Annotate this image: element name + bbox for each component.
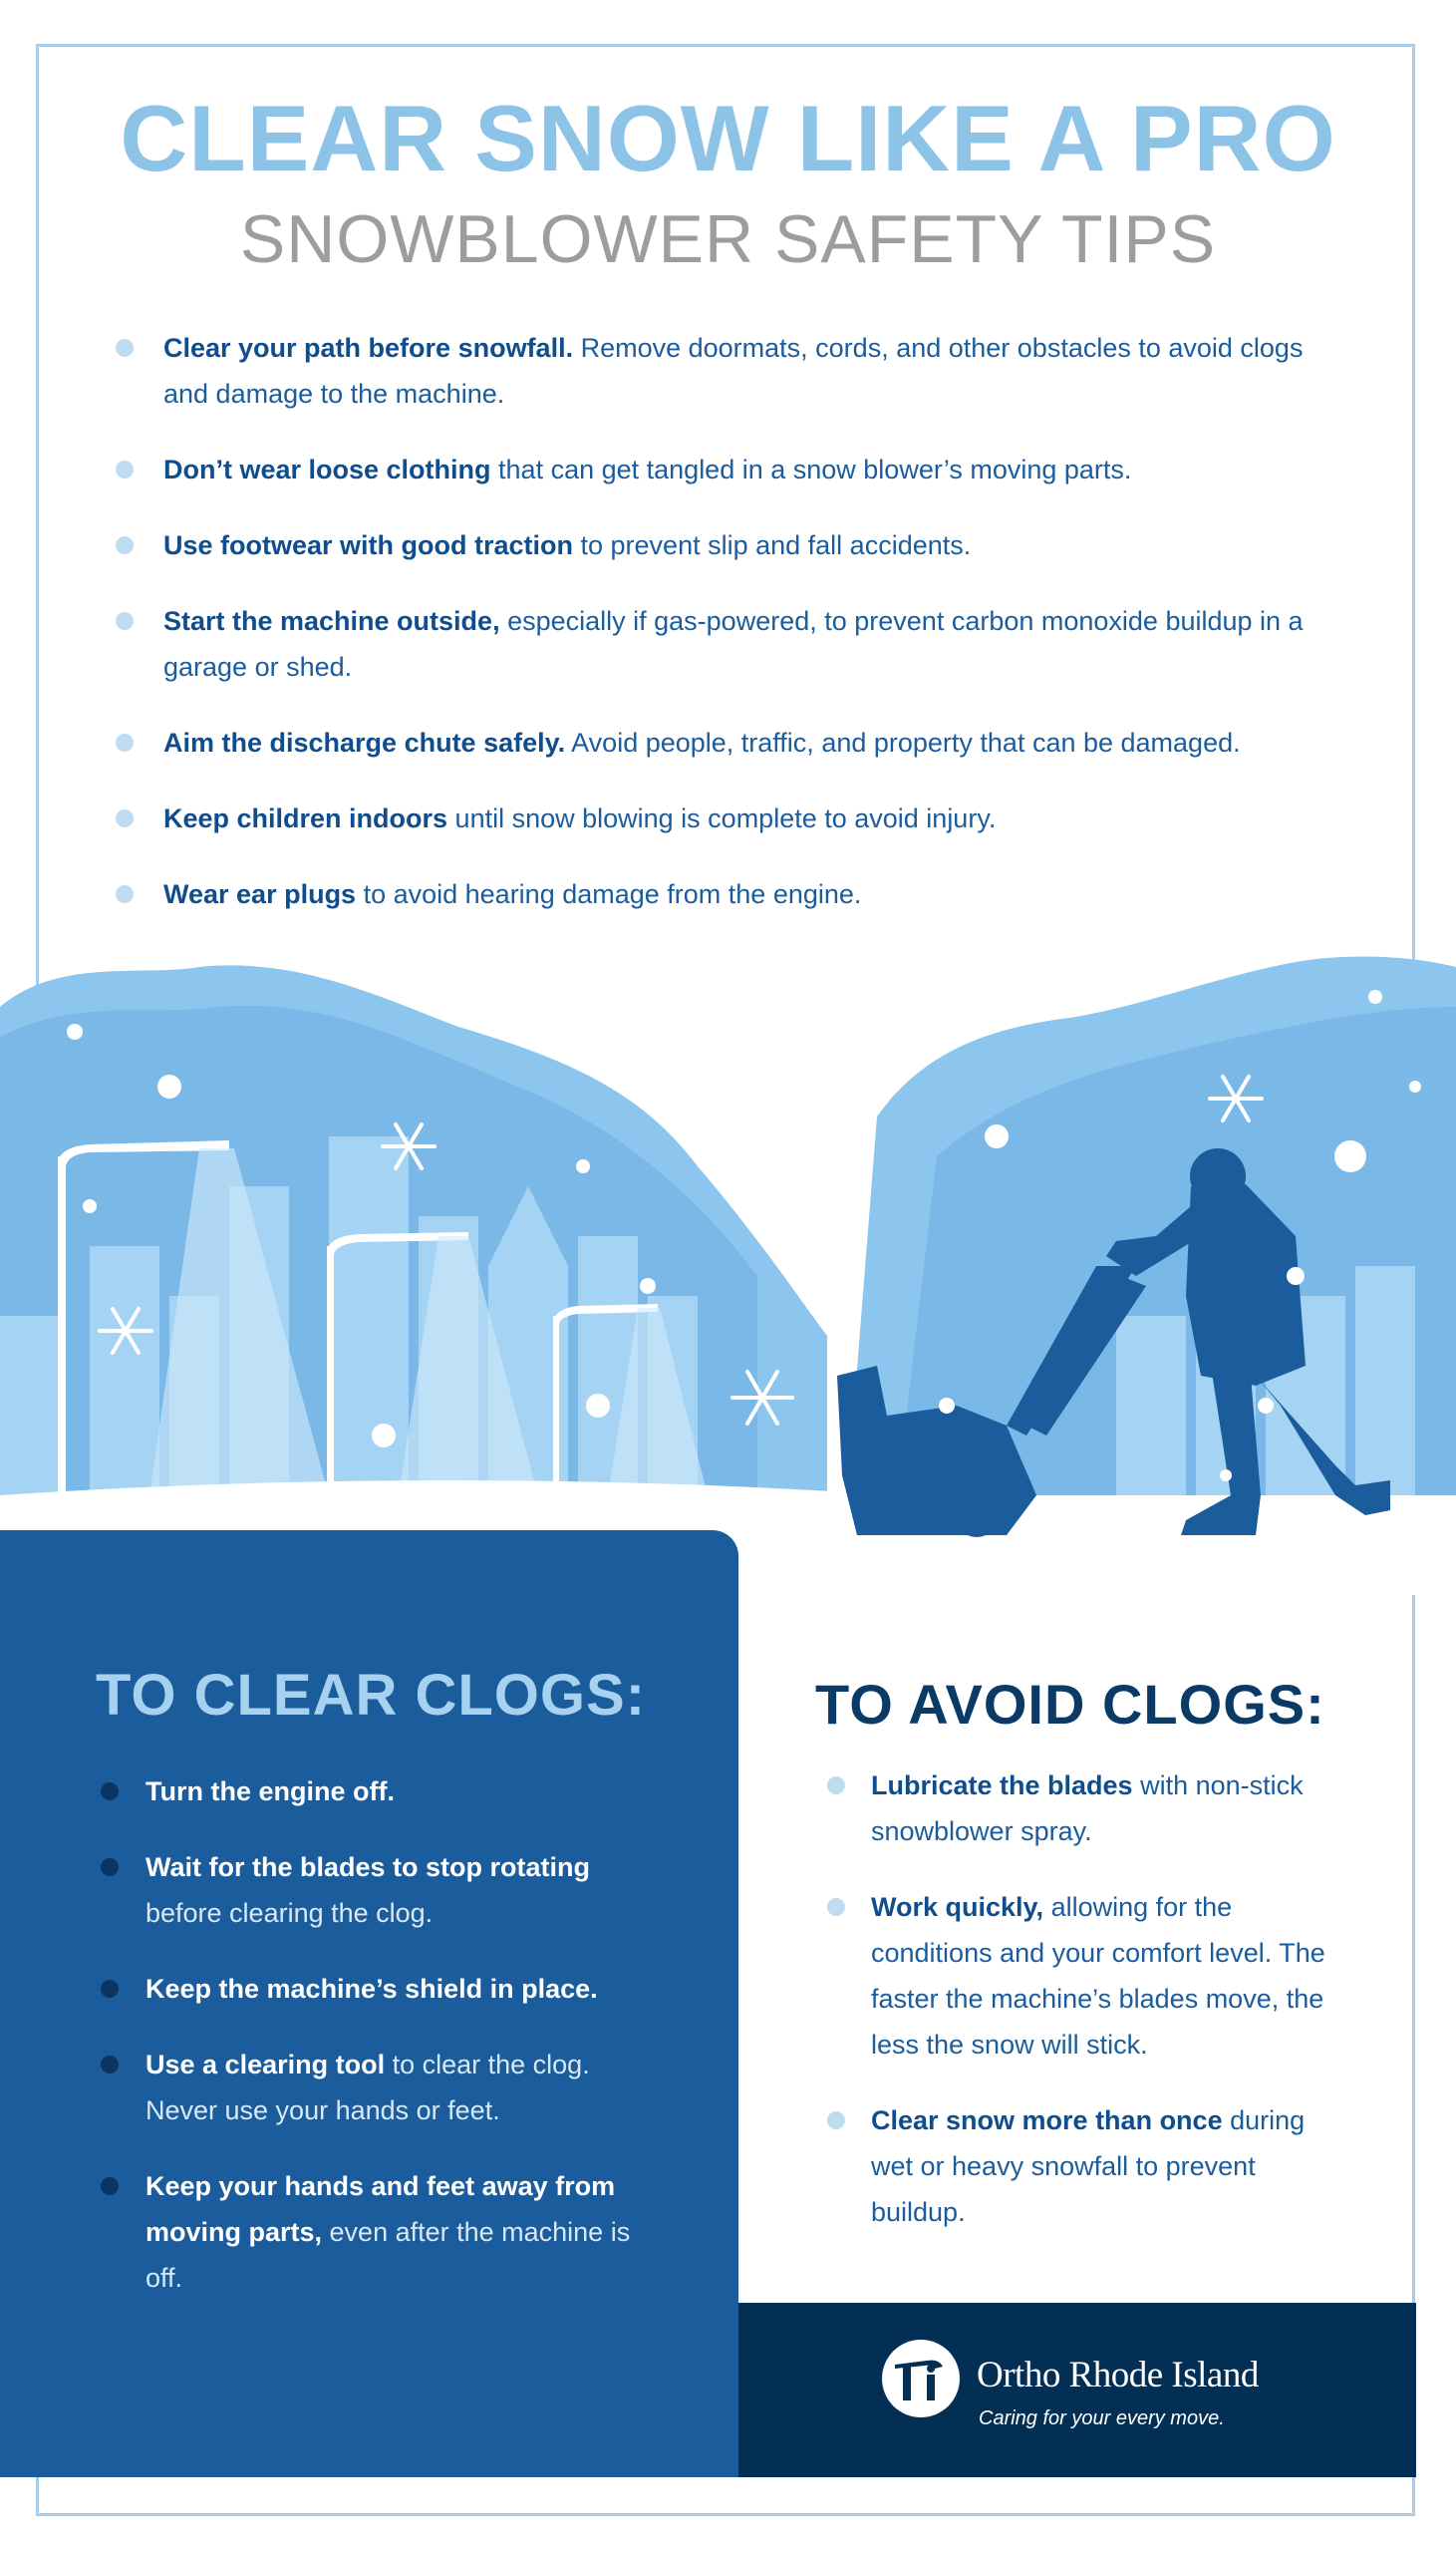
bullet-dot [827, 1776, 845, 1794]
bullet-dot [101, 1782, 119, 1800]
list-item: Clear your path before snowfall. Remove doormats, cords, and other obstacles to avoid clogs and damage to the machine. [110, 325, 1345, 417]
ortho-ri-logo-icon [881, 2339, 961, 2418]
safety-tips-list [110, 325, 1345, 947]
bullet-dot [101, 2056, 119, 2074]
list-item: Work quickly, allowing for the conditions and your comfort level. The faster the machine’s blades move, the less the snow will stick. [823, 1884, 1341, 2068]
bullet-dot [116, 461, 134, 478]
list-item: Wear ear plugs to avoid hearing damage from the engine. [110, 871, 1345, 917]
list-item: Use footwear with good traction to prevent slip and fall accidents. [110, 522, 1345, 568]
list-item: Keep the machine’s shield in place. [96, 1966, 654, 2012]
list-item: Turn the engine off. [96, 1768, 654, 1814]
list-item: Clear snow more than once during wet or heavy snowfall to prevent buildup. [823, 2097, 1341, 2235]
list-item: Use a clearing tool to clear the clog. Never use your hands or feet. [96, 2042, 654, 2133]
page-title: CLEAR SNOW LIKE A PRO [120, 86, 1336, 190]
snow-scene-illustration [0, 937, 1456, 1595]
bullet-dot [116, 612, 134, 630]
bullet-dot [827, 2111, 845, 2129]
bullet-dot [116, 339, 134, 357]
list-item: Lubricate the blades with non-stick snowblower spray. [823, 1762, 1341, 1854]
bullet-dot [116, 536, 134, 554]
list-item: Keep your hands and feet away from moving parts, even after the machine is off. [96, 2163, 654, 2301]
clear-clogs-list [96, 1768, 654, 2331]
bullet-dot [116, 734, 134, 752]
bullet-dot [116, 885, 134, 903]
list-item: Start the machine outside, especially if gas-powered, to prevent carbon monoxide buildup in a garage or shed. [110, 598, 1345, 690]
page-subtitle: SNOWBLOWER SAFETY TIPS [239, 201, 1217, 277]
bullet-dot [116, 809, 134, 827]
bullet-dot [101, 2177, 119, 2195]
list-item: Wait for the blades to stop rotating before clearing the clog. [96, 1844, 654, 1936]
clear-clogs-title: TO CLEAR CLOGS: [96, 1663, 647, 1728]
bullet-dot [101, 1858, 119, 1876]
avoid-clogs-title: TO AVOID CLOGS: [815, 1673, 1325, 1736]
bullet-dot [827, 1898, 845, 1916]
brand-name: Ortho Rhode Island [977, 2355, 1259, 2395]
list-item: Keep children indoors until snow blowing is complete to avoid injury. [110, 796, 1345, 841]
bullet-dot [101, 1980, 119, 1998]
list-item: Don’t wear loose clothing that can get tangled in a snow blower’s moving parts. [110, 447, 1345, 492]
list-item: Aim the discharge chute safely. Avoid people, traffic, and property that can be damaged. [110, 720, 1345, 766]
avoid-clogs-list [823, 1762, 1341, 2265]
brand-tagline: Caring for your every move. [979, 2407, 1225, 2429]
